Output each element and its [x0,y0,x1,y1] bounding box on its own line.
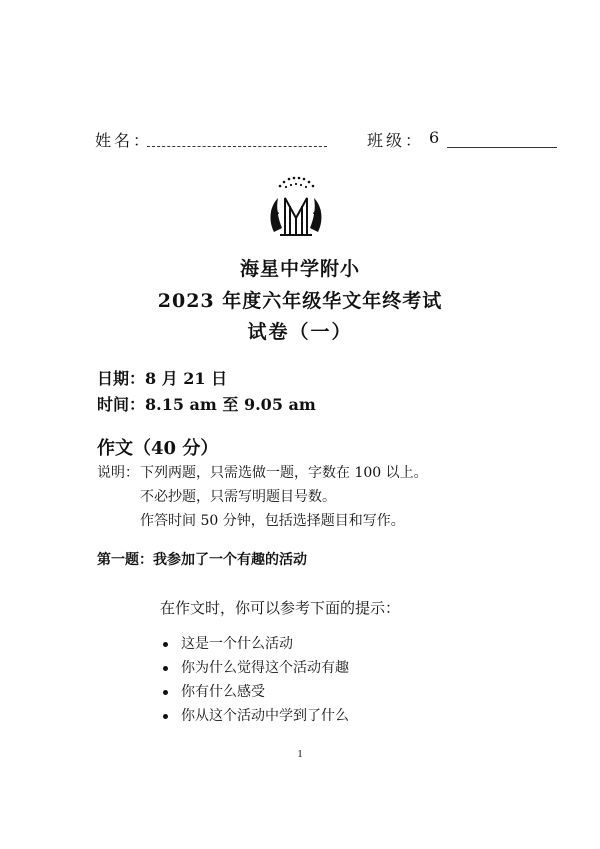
question-1-title: 第一题：我参加了一个有趣的活动 [97,552,307,568]
instruction-line: 下列两题，只需选做一题，字数在 100 以上。 [140,465,428,481]
class-label: 班级： [367,131,425,150]
school-logo-icon [266,172,326,242]
instructions-label: 说明： [97,465,139,481]
hint-list [163,632,349,728]
list-item [163,680,349,704]
bullet-icon [163,642,168,647]
page-number: 1 [297,748,303,760]
hint-text: 这是一个什么活动 [181,636,293,652]
class-value: 6 [429,128,440,147]
name-blank-line[interactable] [147,146,327,147]
hint-text: 你有什么感受 [181,684,265,700]
class-blank-line[interactable] [447,147,557,148]
name-label: 姓名： [95,131,153,150]
instruction-line: 不必抄题，只需写明题目号数。 [140,489,336,505]
list-item [163,656,349,680]
bullet-icon [163,690,168,695]
section-title: 作文（40 分） [97,438,219,459]
hint-prompt: 在作文时，你可以参考下面的提示： [160,599,401,617]
list-item [163,632,349,656]
student-info-row [95,128,555,158]
instruction-line: 作答时间 50 分钟，包括选择题目和写作。 [140,513,405,529]
school-name: 海星中学附小 [239,258,360,280]
exam-title: 2023 年度六年级华文年终考试 [157,290,443,312]
exam-time: 时间：8.15 am 至 9.05 am [97,395,316,414]
list-item [163,704,349,728]
bullet-icon [163,666,168,671]
exam-date: 日期：8 月 21 日 [97,369,228,388]
hint-text: 你为什么觉得这个活动有趣 [181,660,349,676]
hint-text: 你从这个活动中学到了什么 [181,708,349,724]
bullet-icon [163,714,168,719]
paper-title: 试卷（一） [247,321,353,343]
